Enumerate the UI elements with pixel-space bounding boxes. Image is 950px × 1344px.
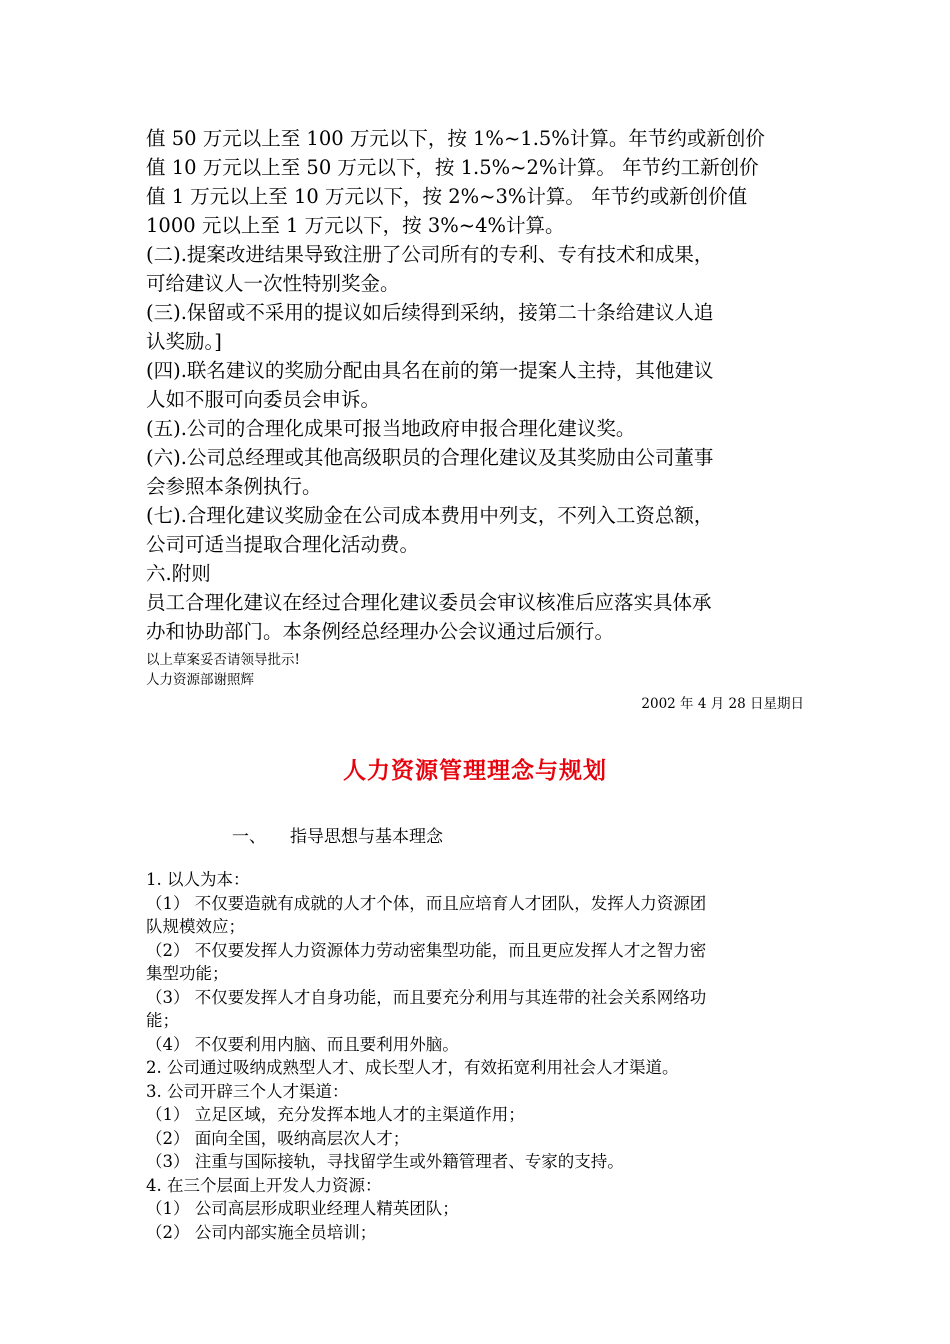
list-item: 4. 在三个层面上开发人力资源：: [146, 1175, 382, 1195]
text-line: 办和协助部门。本条例经总经理办公会议通过后颁行。: [146, 620, 615, 643]
author-signature: 人力资源部谢照辉: [146, 672, 254, 688]
list-item: （4） 不仅要利用内脑、而且要利用外脑。: [146, 1034, 459, 1054]
text-line: (三).保留或不采用的提议如后续得到采纳，接第二十条给建议人追: [146, 301, 714, 324]
text-line: (二).提案改进结果导致注册了公司所有的专利、专有技术和成果，: [146, 243, 714, 266]
list-item: 能；: [146, 1011, 179, 1030]
list-item: （1） 公司高层形成职业经理人精英团队；: [146, 1199, 459, 1218]
section-title: 人力资源管理理念与规划: [343, 758, 607, 784]
text-line: 公司可适当提取合理化活动费。: [146, 533, 420, 556]
text-line: 认奖励。]: [146, 330, 222, 353]
list-item: （1） 不仅要造就有成就的人才个体，而且应培育人才团队，发挥人力资源团: [146, 893, 707, 913]
section-heading: [232, 822, 443, 847]
regulation-text-block: [146, 124, 816, 646]
guideline-list: [146, 868, 816, 1244]
list-item: 集型功能；: [146, 964, 229, 983]
text-line: 值 50 万元以上至 100 万元以下，按 1%~1.5%计算。年节约或新创价: [146, 127, 765, 150]
section-number: 一、: [232, 827, 266, 847]
approval-note: 以上草案妥否请领导批示!: [146, 652, 300, 668]
document-date: 2002 年 4 月 28 日星期日: [641, 696, 804, 712]
text-line: 人如不服可向委员会申诉。: [146, 388, 381, 411]
list-item: （3） 注重与国际接轨，寻找留学生或外籍管理者、专家的支持。: [146, 1152, 624, 1171]
list-item: 队规模效应；: [146, 917, 245, 936]
text-line: 六.附则: [146, 562, 211, 585]
text-line: (四).联名建议的奖励分配由具名在前的第一提案人主持，其他建议: [146, 359, 714, 382]
list-item: （1） 立足区域，充分发挥本地人才的主渠道作用；: [146, 1105, 525, 1124]
text-line: 1000 元以上至 1 万元以下，按 3%~4%计算。: [146, 214, 565, 237]
text-line: 可给建议人一次性特别奖金。: [146, 272, 400, 295]
section-label: 指导思想与基本理念: [290, 827, 443, 847]
text-line: 值 10 万元以上至 50 万元以下，按 1.5%~2%计算。 年节约工新创价: [146, 156, 759, 179]
text-line: (六).公司总经理或其他高级职员的合理化建议及其奖励由公司董事: [146, 446, 714, 469]
list-item: （2） 面向全国，吸纳高层次人才；: [146, 1128, 410, 1148]
text-line: 值 1 万元以上至 10 万元以下，按 2%~3%计算。 年节约或新创价值: [146, 185, 748, 208]
text-line: (五).公司的合理化成果可报当地政府申报合理化建议奖。: [146, 417, 636, 440]
list-item: 1. 以人为本：: [146, 870, 250, 889]
list-item: （3） 不仅要发挥人才自身功能，而且要充分利用与其连带的社会关系网络功: [146, 987, 707, 1007]
text-line: 员工合理化建议在经过合理化建议委员会审议核准后应落实具体承: [146, 591, 712, 614]
list-item: （2） 不仅要发挥人力资源体力劳动密集型功能，而且更应发挥人才之智力密: [146, 940, 707, 960]
text-line: 会参照本条例执行。: [146, 475, 322, 498]
text-line: (七).合理化建议奖励金在公司成本费用中列支，不列入工资总额，: [146, 504, 714, 527]
list-item: （2） 公司内部实施全员培训；: [146, 1222, 377, 1242]
list-item: 3. 公司开辟三个人才渠道：: [146, 1081, 349, 1101]
list-item: 2. 公司通过吸纳成熟型人才、成长型人才，有效拓宽利用社会人才渠道。: [146, 1058, 679, 1077]
